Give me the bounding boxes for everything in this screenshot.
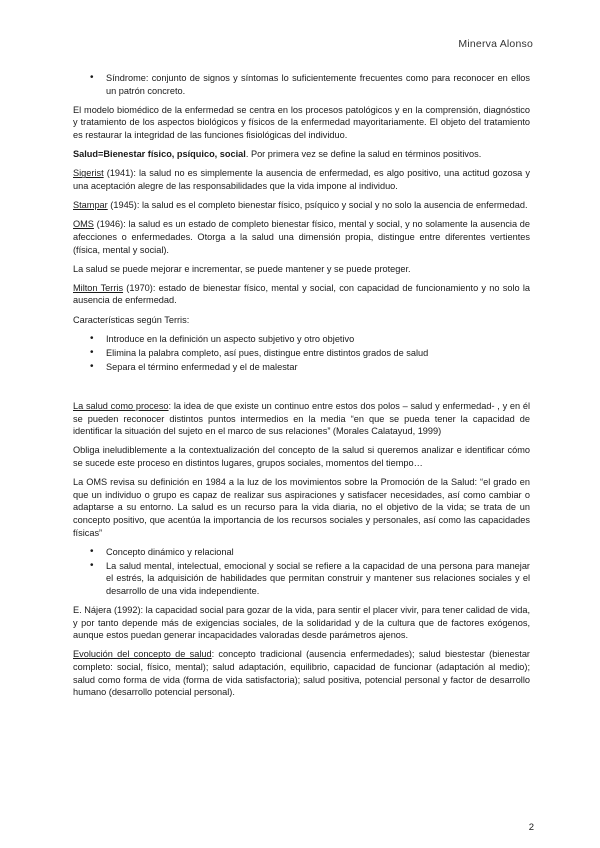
sigerist-text: (1941): la salud no es simplemente la ausencia de enfermedad, es algo positivo, una actitud gozosa y una aceptación alegre de las responsabilidades que la vida impone al individuo.: [73, 168, 530, 191]
stampar-name: Stampar: [73, 200, 108, 211]
spacer: [73, 380, 530, 400]
salud-definition-paragraph: [73, 148, 530, 161]
proceso-text: : la idea de que existe un continuo entre estos dos polos – salud y enfermedad- , y en él se pueden reconocer distintos puntos intermedios en la media “en que se pueda tener la capacidad de identificar la situación del sujeto en el marco de sus relaciones” (Morales Calatayud, 1999): [73, 401, 531, 437]
sigerist-name: Sigerist: [73, 168, 104, 179]
list-item: • Concepto dinámico y relacional: [106, 546, 530, 559]
terris-paragraph: [73, 282, 530, 307]
page-content: [73, 72, 530, 705]
stampar-text: (1945): la salud es el completo bienestar físico, psíquico y social y no solo la ausencia de enfermedad.: [107, 200, 528, 211]
salud-definition-rest: . Por primera vez se define la salud en términos positivos.: [245, 149, 482, 160]
proceso-paragraph: [73, 400, 530, 438]
list-item: • Elimina la palabra completo, así pues, distingue entre distintos grados de salud: [106, 347, 530, 360]
evolucion-name: Evolución del concepto de salud: [73, 649, 212, 660]
caracteristicas-list: [73, 333, 530, 374]
najera-paragraph: E. Nájera (1992): la capacidad social para gozar de la vida, para sentir el placer vivir, para tener calidad de vida, y por tanto depende más de exigencias sociales, de la solidaridad y de la cultura que de factores exógenos, aunque estos puedan generar incapacidades valoradas desde parámetros ajenos.: [73, 605, 530, 641]
proceso-name: La salud como proceso: [73, 401, 169, 411]
list-item: • Separa el término enfermedad y el de malestar: [106, 361, 530, 374]
page-header-author: Minerva Alonso: [458, 38, 533, 50]
terris-text: (1970): estado de bienestar físico, mental y social, con capacidad de funcionamiento y no solo la ausencia de enfermedad.: [73, 282, 530, 306]
list-item: • Síndrome: conjunto de signos y síntomas lo suficientemente frecuentes como para reconocer en ellos un patrón concreto.: [106, 72, 530, 97]
oms-1984-paragraph: La OMS revisa su definición en 1984 a la luz de los movimientos sobre la Promoción de la Salud: “el grado en que un individuo o grupo es capaz de realizar sus aspiraciones y satisfacer necesidades, así como cambiar o adaptarse a su entorno. La salud es un recurso para la vida diaria, no el objetivo de la vida; se trata de un concepto positivo, que acentúa la importancia de los recursos sociales y personales, así como las capacidades físicas”: [73, 477, 530, 538]
mejorar-paragraph: La salud se puede mejorar e incrementar, se puede mantener y se puede proteger.: [73, 263, 411, 274]
list-item: • Introduce en la definición un aspecto subjetivo y otro objetivo: [106, 333, 530, 346]
salud-definition-bold: Salud=Bienestar físico, psíquico, social: [73, 149, 246, 160]
caracteristicas-heading: Características según Terris:: [73, 314, 190, 325]
evolucion-paragraph: [73, 648, 530, 698]
oms-text: (1946): la salud es un estado de completo bienestar físico, mental y social, y no solamente la ausencia de afecciones o enfermedades. Otorga a la salud una dimensión propia, distingue entre diferentes vertientes (física, mental y social).: [73, 219, 530, 255]
page-number: 2: [528, 822, 534, 833]
concepto-list: [73, 546, 530, 598]
terris-name: Milton Terris: [73, 282, 124, 293]
stampar-paragraph: [73, 199, 530, 212]
sindrome-list: [73, 72, 530, 97]
list-item: • La salud mental, intelectual, emocional y social se refiere a la capacidad de una persona para manejar el estrés, la adquisición de habilidades que permitan construir y mantener sus relaciones sociales y el desarrollo de una vida independiente.: [106, 560, 530, 598]
modelo-biomedico-paragraph: El modelo biomédico de la enfermedad se centra en los procesos patológicos y en la comprensión, diagnóstico y tratamiento de los aspectos biológicos y físicos de la enfermedad mayoritariamente. El objeto del tratamiento es restaurar la integridad de las funciones fisiológicas del individuo.: [73, 104, 530, 140]
obliga-paragraph: Obliga ineludiblemente a la contextualización del concepto de la salud si queremos analizar e identificar cómo se sucede este proceso en distintos lugares, grupos sociales, momentos del tiempo…: [73, 445, 530, 468]
evolucion-text: : concepto tradicional (ausencia enfermedades); salud biestestar (bienestar completo: social, físico, mental); salud adaptación, equilibrio, capacidad de funcionar (adaptación al medio); salud como forma de vida (forma de vida satisfactoria); salud positiva, potencial personal y factor de desarrollo humano (desarrollo potencial personal).: [73, 649, 530, 698]
sigerist-paragraph: [73, 167, 530, 192]
oms-paragraph: [73, 218, 530, 256]
oms-name: OMS: [73, 219, 94, 230]
